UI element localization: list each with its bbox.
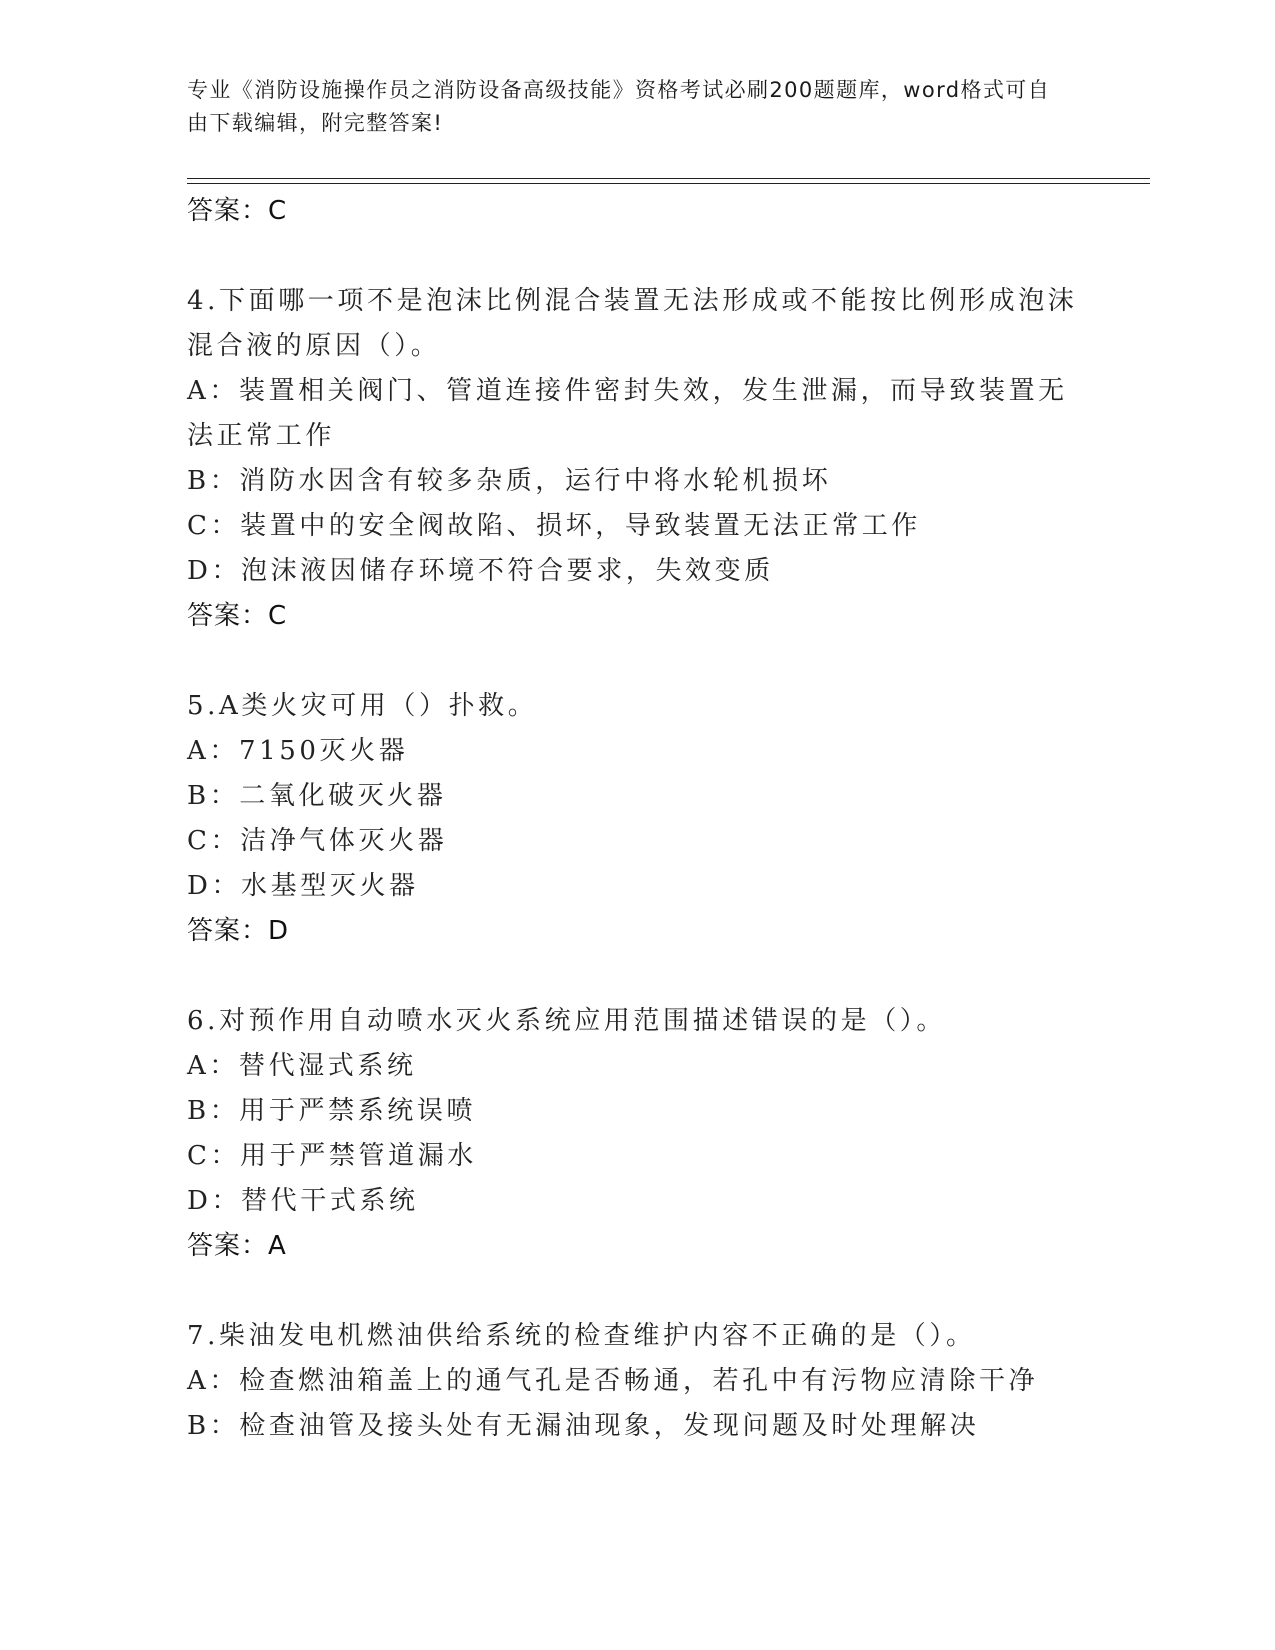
answer-line: 答案：C <box>187 601 288 631</box>
question-text: 4.下面哪一项不是泡沫比例混合装置无法形成或不能按比例形成泡沫混合液的原因（）。 <box>187 286 1078 361</box>
question-item <box>187 684 1150 954</box>
question-item <box>187 999 1150 1269</box>
option-b: B：二氧化破灭火器 <box>187 781 447 811</box>
option-c: C：洁净气体灭火器 <box>187 826 448 856</box>
option-d: D：水基型灭火器 <box>187 871 419 901</box>
question-item <box>187 279 1150 639</box>
answer-line: 答案：A <box>187 1231 287 1261</box>
question-text: 7.柴油发电机燃油供给系统的检查维护内容不正确的是（）。 <box>187 1321 976 1351</box>
question-item <box>187 1314 1150 1449</box>
option-b: B：检查油管及接头处有无漏油现象，发现问题及时处理解决 <box>187 1411 980 1441</box>
option-d: D：泡沫液因储存环境不符合要求，失效变质 <box>187 556 774 586</box>
option-b: B：用于严禁系统误喷 <box>187 1096 477 1126</box>
option-a: A：检查燃油箱盖上的通气孔是否畅通，若孔中有污物应清除干净 <box>187 1366 1039 1396</box>
question-text: 5.A类火灾可用（）扑救。 <box>187 691 538 721</box>
option-d: D：替代干式系统 <box>187 1186 419 1216</box>
option-c: C：装置中的安全阀故陷、损坏，导致装置无法正常工作 <box>187 511 921 541</box>
option-a: A：装置相关阀门、管道连接件密封失效，发生泄漏，而导致装置无法正常工作 <box>187 376 1068 451</box>
header-divider-top <box>187 178 1150 179</box>
question-text: 6.对预作用自动喷水灭火系统应用范围描述错误的是（）。 <box>187 1006 947 1036</box>
header-divider-bottom <box>187 183 1150 184</box>
question-list <box>187 189 1150 1449</box>
option-c: C：用于严禁管道漏水 <box>187 1141 477 1171</box>
document-header: 专业《消防设施操作员之消防设备高级技能》资格考试必刷200题题库，word格式可自由下载编辑，附完整答案! <box>187 78 1051 135</box>
option-a: A：替代湿式系统 <box>187 1051 417 1081</box>
answer-line: 答案：C <box>187 196 288 226</box>
answer-line: 答案：D <box>187 916 290 946</box>
option-a: A：7150灭火器 <box>187 736 409 766</box>
option-b: B：消防水因含有较多杂质，运行中将水轮机损坏 <box>187 466 832 496</box>
